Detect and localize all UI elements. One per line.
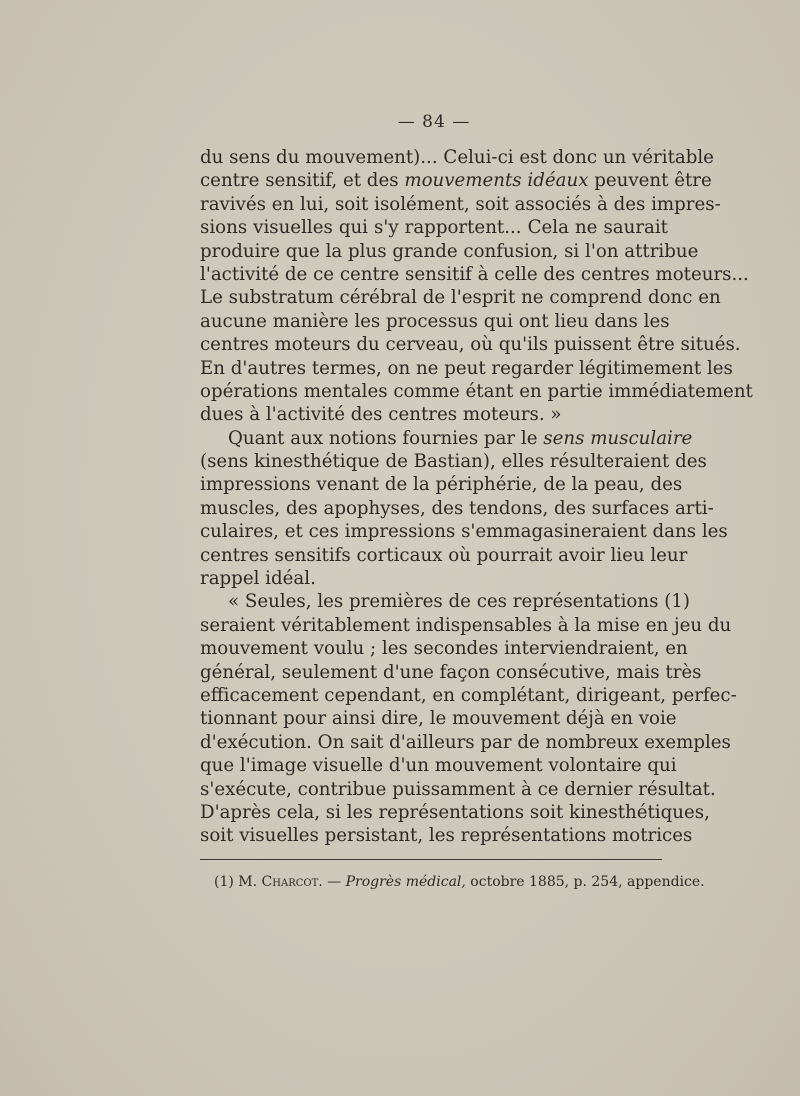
text-line: impressions venant de la périphérie, de la peau, des xyxy=(200,474,683,496)
text-line: soit visuelles persistant, les représentations motrices xyxy=(200,825,693,847)
italic-term: sens musculaire xyxy=(543,427,693,449)
footnote xyxy=(214,874,705,890)
text-line: Quant aux notions fournies par le sens musculaire xyxy=(228,427,693,449)
footnote-marker: (1) xyxy=(214,874,234,890)
text-line: centres sensitifs corticaux où pourrait avoir lieu leur xyxy=(200,544,688,566)
text-line: En d'autres termes, on ne peut regarder légitimement les xyxy=(200,357,733,379)
text-line: Le substratum cérébral de l'esprit ne comprend donc en xyxy=(200,287,721,309)
text-line: aucune manière les processus qui ont lieu dans les xyxy=(200,310,670,332)
body-text xyxy=(200,146,753,848)
text-line: « Seules, les premières de ces représentations (1) xyxy=(228,591,690,613)
text-line: tionnant pour ainsi dire, le mouvement déjà en voie xyxy=(200,708,677,730)
text-line: mouvement voulu ; les secondes interviendraient, en xyxy=(200,638,688,660)
footnote-divider xyxy=(200,859,662,860)
page-number: — 84 — xyxy=(397,112,471,132)
text-line: culaires, et ces impressions s'emmagasineraient dans les xyxy=(200,521,728,543)
text-line: du sens du mouvement)... Celui-ci est donc un véritable xyxy=(200,147,714,168)
text-line: sions visuelles qui s'y rapportent... Cela ne saurait xyxy=(200,217,668,239)
text-line: produire que la plus grande confusion, si l'on attribue xyxy=(200,240,699,262)
text-line: rappel idéal. xyxy=(200,568,316,590)
text-line: muscles, des apophyses, des tendons, des surfaces arti- xyxy=(200,497,714,519)
text-line: centres moteurs du cerveau, où qu'ils puissent être situés. xyxy=(200,334,741,356)
text-line: D'après cela, si les représentations soit kinesthétiques, xyxy=(200,801,710,823)
footnote-details: octobre 1885, p. 254, appendice. xyxy=(470,874,705,890)
text-line: que l'image visuelle d'un mouvement volontaire qui xyxy=(200,755,677,777)
text-line: (sens kinesthétique de Bastian), elles résulteraient des xyxy=(200,451,707,473)
text-line: centre sensitif, et des mouvements idéaux peuvent être xyxy=(200,170,712,192)
text-line: dues à l'activité des centres moteurs. » xyxy=(200,404,562,426)
text-line: ravivés en lui, soit isolément, soit associés à des impres- xyxy=(200,193,721,215)
footnote-journal: Progrès médical, xyxy=(345,874,466,890)
footnote-author: Charcot. xyxy=(261,874,323,890)
text-line: l'activité de ce centre sensitif à celle des centres moteurs... xyxy=(200,263,749,285)
italic-term: mouvements idéaux xyxy=(404,170,589,192)
text-line: d'exécution. On sait d'ailleurs par de nombreux exemples xyxy=(200,731,731,753)
text-line: s'exécute, contribue puissamment à ce dernier résultat. xyxy=(200,778,716,800)
text-line: efficacement cependant, en complétant, dirigeant, perfec- xyxy=(200,684,737,706)
footnote-dash: — xyxy=(327,874,342,890)
text-line: seraient véritablement indispensables à la mise en jeu du xyxy=(200,614,732,636)
text-line: opérations mentales comme étant en partie immédiatement xyxy=(200,380,753,402)
text-line: général, seulement d'une façon consécutive, mais très xyxy=(200,661,702,683)
footnote-author-prefix: M. xyxy=(238,874,258,890)
